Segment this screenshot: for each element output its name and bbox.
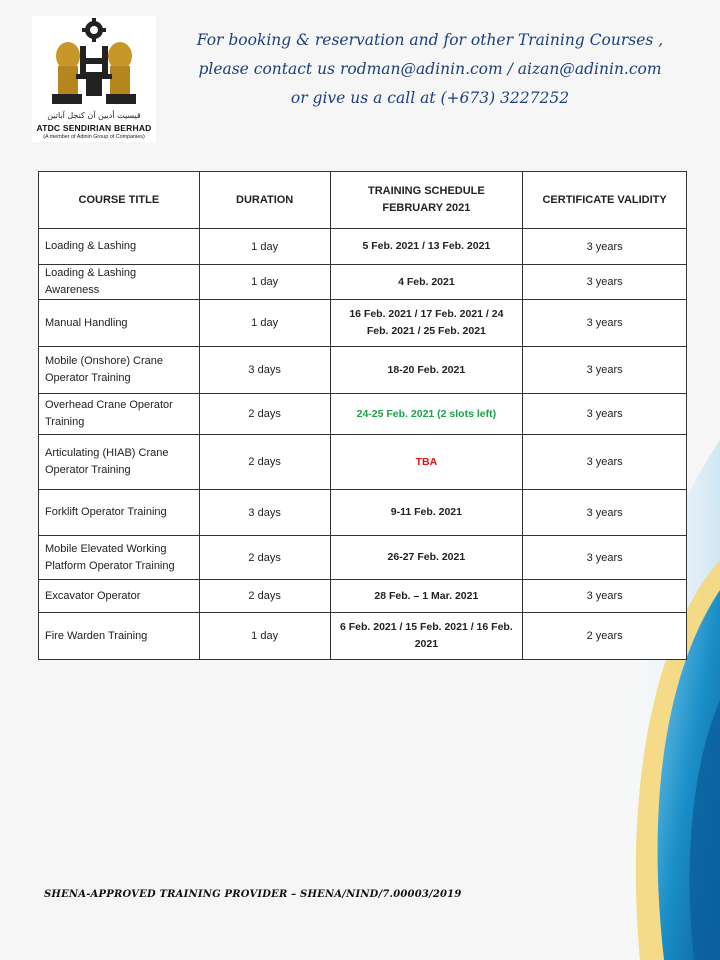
course-schedule-line2: 2021 bbox=[414, 638, 439, 650]
course-title bbox=[39, 536, 200, 580]
table-row bbox=[39, 394, 687, 435]
certificate-validity: 3 years bbox=[523, 435, 687, 490]
contact-line-phone: or give us a call at (+673) 3227252 bbox=[290, 89, 570, 107]
table-row bbox=[39, 347, 687, 394]
course-schedule bbox=[330, 300, 523, 347]
course-title: Fire Warden Training bbox=[39, 613, 200, 660]
certificate-validity: 3 years bbox=[523, 490, 687, 536]
table-row bbox=[39, 613, 687, 660]
header-duration: DURATION bbox=[199, 172, 330, 229]
course-title-line1: Mobile Elevated Working bbox=[45, 542, 167, 555]
certificate-validity: 2 years bbox=[523, 613, 687, 660]
course-title: Forklift Operator Training bbox=[39, 490, 200, 536]
course-title: Loading & Lashing Awareness bbox=[39, 265, 200, 300]
certificate-validity: 3 years bbox=[523, 347, 687, 394]
course-duration: 3 days bbox=[199, 347, 330, 394]
course-schedule: 5 Feb. 2021 / 13 Feb. 2021 bbox=[330, 229, 523, 265]
contact-line-emails: please contact us rodman@adinin.com / aizan@adinin.com bbox=[198, 60, 662, 78]
course-schedule: 26-27 Feb. 2021 bbox=[330, 536, 523, 580]
header-schedule-line2: FEBRUARY 2021 bbox=[382, 202, 471, 214]
course-title bbox=[39, 394, 200, 435]
course-schedule: 28 Feb. – 1 Mar. 2021 bbox=[330, 580, 523, 613]
course-title-line2: Training bbox=[45, 416, 85, 428]
header-training-schedule bbox=[330, 172, 523, 229]
course-title-line1: Overhead Crane Operator bbox=[45, 399, 173, 411]
course-title-line2: Operator Training bbox=[45, 372, 131, 384]
course-title bbox=[39, 347, 200, 394]
header-certificate-validity: CERTIFICATE VALIDITY bbox=[523, 172, 687, 229]
table-row bbox=[39, 265, 687, 300]
table-row bbox=[39, 229, 687, 265]
table-row bbox=[39, 300, 687, 347]
course-schedule: 9-11 Feb. 2021 bbox=[330, 490, 523, 536]
training-schedule-table bbox=[38, 171, 687, 660]
course-duration: 3 days bbox=[199, 490, 330, 536]
certificate-validity: 3 years bbox=[523, 536, 687, 580]
table-row bbox=[39, 536, 687, 580]
course-duration: 2 days bbox=[199, 536, 330, 580]
company-logo bbox=[32, 16, 156, 142]
footer-accreditation: SHENA-APPROVED TRAINING PROVIDER – SHENA/NIND/7.00003/2019 bbox=[44, 889, 462, 900]
course-schedule-line1: 16 Feb. 2021 / 17 Feb. 2021 / 24 bbox=[349, 308, 504, 320]
course-schedule-line2: Feb. 2021 / 25 Feb. 2021 bbox=[366, 325, 486, 337]
table-row bbox=[39, 580, 687, 613]
table-row bbox=[39, 435, 687, 490]
course-schedule-available: 24-25 Feb. 2021 (2 slots left) bbox=[330, 394, 523, 435]
atdc-emblem-icon bbox=[32, 16, 156, 116]
course-title: Excavator Operator bbox=[39, 580, 200, 613]
course-duration: 1 day bbox=[199, 613, 330, 660]
header-schedule-line1: TRAINING SCHEDULE bbox=[368, 185, 485, 197]
logo-arabic-text: قيسيت أديين آن كنجل آباتين bbox=[47, 111, 141, 120]
course-title: Manual Handling bbox=[39, 300, 200, 347]
table-row bbox=[39, 490, 687, 536]
company-tagline: (A member of Adinin Group of Companies) bbox=[43, 134, 145, 140]
certificate-validity: 3 years bbox=[523, 394, 687, 435]
course-duration: 2 days bbox=[199, 435, 330, 490]
course-schedule: 4 Feb. 2021 bbox=[330, 265, 523, 300]
certificate-validity: 3 years bbox=[523, 265, 687, 300]
course-title-line1: Mobile (Onshore) Crane bbox=[45, 355, 163, 367]
course-title bbox=[39, 435, 200, 490]
contact-info bbox=[175, 26, 685, 113]
course-title: Loading & Lashing bbox=[39, 229, 200, 265]
course-duration: 1 day bbox=[199, 229, 330, 265]
course-title-line2: Platform Operator Training bbox=[45, 559, 175, 572]
certificate-validity: 3 years bbox=[523, 300, 687, 347]
course-duration: 2 days bbox=[199, 580, 330, 613]
course-schedule-tba: TBA bbox=[330, 435, 523, 490]
contact-line-booking: For booking & reservation and for other Training Courses , bbox=[196, 31, 664, 49]
course-duration: 1 day bbox=[199, 265, 330, 300]
course-title-line1: Articulating (HIAB) Crane bbox=[45, 447, 169, 459]
course-title-line2: Operator Training bbox=[45, 464, 131, 476]
certificate-validity: 3 years bbox=[523, 229, 687, 265]
course-duration: 2 days bbox=[199, 394, 330, 435]
course-schedule: 18-20 Feb. 2021 bbox=[330, 347, 523, 394]
course-schedule bbox=[330, 613, 523, 660]
table-header-row bbox=[39, 172, 687, 229]
course-schedule-line1: 6 Feb. 2021 / 15 Feb. 2021 / 16 Feb. bbox=[339, 621, 513, 633]
header-course-title: COURSE TITLE bbox=[39, 172, 200, 229]
company-name: ATDC SENDIRIAN BERHAD bbox=[36, 123, 152, 133]
certificate-validity: 3 years bbox=[523, 580, 687, 613]
course-duration: 1 day bbox=[199, 300, 330, 347]
